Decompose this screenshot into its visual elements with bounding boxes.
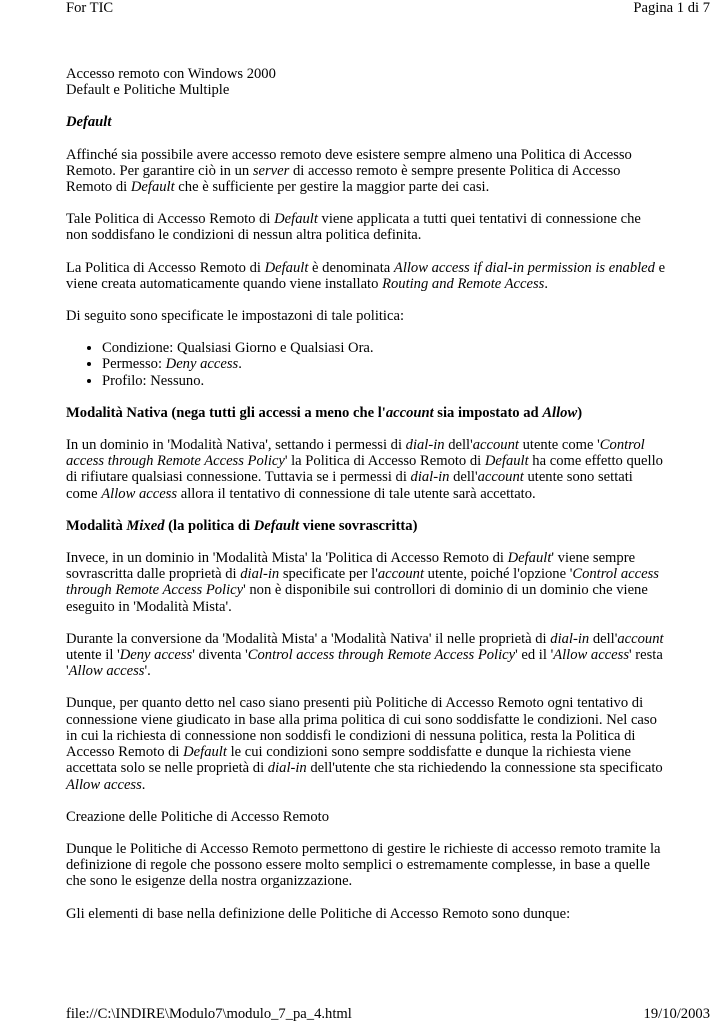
title-line-2: Default e Politiche Multiple [66, 82, 230, 99]
heading-modalita-mixed: Modalità Mixed (la politica di Default viene sovrascritta) [66, 517, 418, 534]
footer-date: 19/10/2003 [643, 1006, 710, 1022]
page-header [66, 0, 710, 16]
title-line-1: Accesso remoto con Windows 2000 [66, 66, 276, 82]
list-item: • Profilo: Nessuno. [102, 373, 666, 389]
heading-default: Default [66, 114, 112, 131]
list-item: • Condizione: Qualsiasi Giorno e Qualsiasi Ora. [102, 340, 666, 356]
list-item: • Permesso: Deny access. [102, 356, 666, 372]
paragraph-7: Durante la conversione da 'Modalità Mista' a 'Modalità Nativa' il nelle proprietà di dial-in dell'account utente il 'Deny access' diventa 'Control access through Remote Access Policy' ed il 'Allow access' resta 'Allow access'. [66, 630, 664, 680]
paragraph-1: Affinché sia possibile avere accesso remoto deve esistere sempre almeno una Politica di Accesso Remoto. Per garantire ciò in un server di accesso remoto è sempre presente Politica di Accesso Remoto di Default che è sufficiente per gestire la maggior parte dei casi. [66, 146, 632, 196]
paragraph-4: Di seguito sono specificate le impostazoni di tale politica: [66, 308, 405, 325]
paragraph-5: In un dominio in 'Modalità Nativa', settando i permessi di dial-in dell'account utente come 'Control access through Remote Access Policy' la Politica di Accesso Remoto di Default ha come effetto quello di rifiutare qualsiasi connessione. Tuttavia se i permessi di dial-in dell'account utente sono settati come Allow access allora il tentativo di connessione di tale utente sarà accettato. [66, 437, 663, 502]
page-footer [66, 1006, 710, 1022]
paragraph-3: La Politica di Accesso Remoto di Default è denominata Allow access if dial-in permission is enabled e viene creata automaticamente quando viene installato Routing and Remote Access. [66, 259, 666, 292]
paragraph-6: Invece, in un dominio in 'Modalità Mista' la 'Politica di Accesso Remoto di Default' viene sempre sovrascritta dalle proprietà di dial-in specificate per l'account utente, poiché l'opzione 'Control access through Remote Access Policy' non è disponibile sui controllori di dominio di un dominio che viene eseguito in 'Modalità Mista'. [66, 550, 659, 615]
header-left: For TIC [66, 0, 114, 16]
paragraph-10: Dunque le Politiche di Accesso Remoto permettono di gestire le richieste di accesso remoto tramite la definizione di regole che possono essere molto semplici o estremamente complesse, in base a quelle che sono le esigenze della nostra organizzazione. [66, 840, 661, 890]
document-body [66, 66, 666, 938]
paragraph-8: Dunque, per quanto detto nel caso siano presenti più Politiche di Accesso Remoto ogni tentativo di connessione viene giudicato in base alla prima politica di cui sono soddisfatte le condizioni. Nel caso in cui la richiesta di connessione non soddisfi le condizioni di nessuna politica, resta la Politica di Accesso Remoto di Default le cui condizioni sono sempre soddisfatte e dunque la richiesta viene accettata solo se nelle proprietà di dial-in dell'utente che sta richiedendo la connessione sta specificato Allow access. [66, 695, 663, 793]
paragraph-9: Creazione delle Politiche di Accesso Remoto [66, 808, 330, 825]
paragraph-2: Tale Politica di Accesso Remoto di Default viene applicata a tutti quei tentativi di connessione che non soddisfano le condizioni di nessun altra politica definita. [66, 211, 641, 244]
footer-file-path: file://C:\INDIRE\Modulo7\modulo_7_pa_4.html [66, 1006, 352, 1022]
paragraph-11: Gli elementi di base nella definizione delle Politiche di Accesso Remoto sono dunque: [66, 905, 571, 922]
document-title [66, 66, 666, 98]
heading-modalita-nativa: Modalità Nativa (nega tutti gli accessi a meno che l'account sia impostato ad Allow) [66, 404, 583, 421]
settings-list [66, 340, 666, 389]
header-page-number: Pagina 1 di 7 [633, 0, 710, 16]
